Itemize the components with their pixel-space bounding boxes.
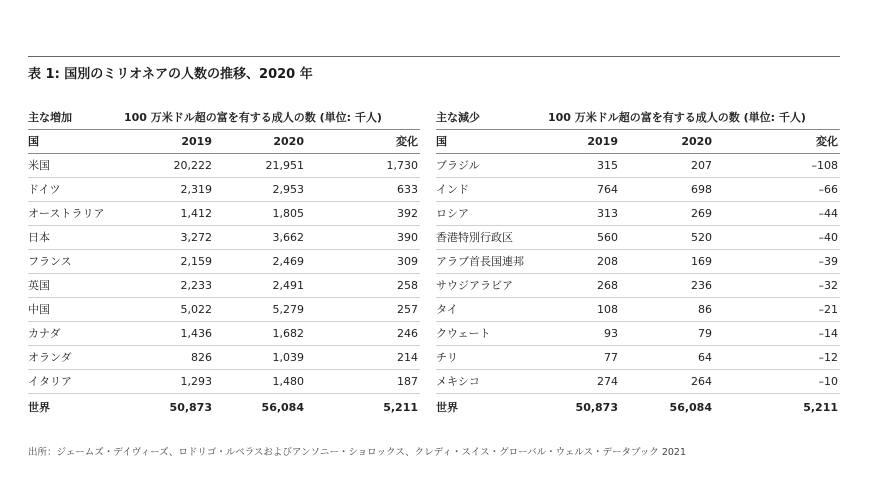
total-row — [436, 396, 840, 419]
table-row — [436, 346, 840, 370]
cell-2020: 2,953 — [272, 183, 304, 196]
cell-2020: 264 — [691, 375, 712, 388]
cell-country: 世界 — [436, 401, 458, 414]
cell-2020: 207 — [691, 159, 712, 172]
cell-change: 5,211 — [803, 401, 838, 414]
column-header-row — [28, 130, 420, 154]
table-row — [28, 298, 420, 322]
cell-change: –44 — [818, 207, 838, 220]
column-header-change: 変化 — [396, 135, 418, 148]
cell-country: 香港特別行政区 — [436, 231, 513, 244]
cell-country: 日本 — [28, 231, 50, 244]
cell-2019: 2,233 — [180, 279, 212, 292]
cell-2020: 1,682 — [272, 327, 304, 340]
cell-2020: 64 — [698, 351, 712, 364]
group-label: 主な増加 — [28, 111, 72, 124]
group-header-row — [436, 106, 840, 130]
group-header: 100 万米ドル超の富を有する成人の数 (単位: 千人) — [548, 111, 806, 124]
cell-country: 英国 — [28, 279, 50, 292]
table-decrease — [436, 106, 840, 419]
cell-2020: 2,491 — [272, 279, 304, 292]
cell-2019: 50,873 — [169, 401, 212, 414]
column-header-2019: 2019 — [587, 135, 618, 148]
cell-2019: 1,293 — [180, 375, 212, 388]
cell-change: –66 — [818, 183, 838, 196]
cell-change: 214 — [397, 351, 418, 364]
table-row — [436, 202, 840, 226]
cell-2020: 269 — [691, 207, 712, 220]
cell-country: イタリア — [28, 375, 72, 388]
cell-2020: 5,279 — [272, 303, 304, 316]
cell-2020: 1,805 — [272, 207, 304, 220]
table-increase — [28, 106, 420, 419]
cell-2020: 56,084 — [261, 401, 304, 414]
cell-country: サウジアラビア — [436, 279, 513, 292]
cell-2019: 20,222 — [173, 159, 212, 172]
cell-country: クウェート — [436, 327, 491, 340]
cell-change: –39 — [818, 255, 838, 268]
group-header: 100 万米ドル超の富を有する成人の数 (単位: 千人) — [124, 111, 382, 124]
cell-2020: 2,469 — [272, 255, 304, 268]
table-row — [436, 178, 840, 202]
cell-country: 米国 — [28, 159, 50, 172]
cell-country: タイ — [436, 303, 458, 316]
cell-2020: 56,084 — [669, 401, 712, 414]
table-row — [28, 274, 420, 298]
column-header-change: 変化 — [816, 135, 838, 148]
cell-2019: 764 — [597, 183, 618, 196]
table-row — [436, 298, 840, 322]
cell-change: 5,211 — [383, 401, 418, 414]
cell-country: 世界 — [28, 401, 50, 414]
top-rule — [28, 56, 840, 57]
cell-2020: 698 — [691, 183, 712, 196]
cell-2020: 1,480 — [272, 375, 304, 388]
table-row — [28, 322, 420, 346]
cell-change: 187 — [397, 375, 418, 388]
cell-2019: 108 — [597, 303, 618, 316]
cell-country: ドイツ — [28, 183, 61, 196]
table-row — [28, 226, 420, 250]
cell-country: チリ — [436, 351, 458, 364]
table-row — [28, 370, 420, 394]
cell-change: 258 — [397, 279, 418, 292]
cell-2020: 3,662 — [272, 231, 304, 244]
cell-country: メキシコ — [436, 375, 480, 388]
cell-2019: 1,436 — [180, 327, 212, 340]
column-header-row — [436, 130, 840, 154]
cell-2019: 2,159 — [180, 255, 212, 268]
cell-country: 中国 — [28, 303, 50, 316]
cell-2019: 5,022 — [180, 303, 212, 316]
column-header-2020: 2020 — [681, 135, 712, 148]
source-note: 出所：ジェームズ・デイヴィーズ、ロドリゴ・ルベラスおよびアンソニー・ショロックス、クレディ・スイス・グローバル・ウェルス・データブック 2021 — [28, 447, 686, 458]
cell-country: アラブ首長国連邦 — [436, 255, 524, 268]
cell-change: 390 — [397, 231, 418, 244]
table-row — [436, 274, 840, 298]
cell-2020: 169 — [691, 255, 712, 268]
table-row — [436, 250, 840, 274]
cell-country: ブラジル — [436, 159, 480, 172]
cell-country: ロシア — [436, 207, 469, 220]
cell-2020: 21,951 — [265, 159, 304, 172]
cell-change: –12 — [818, 351, 838, 364]
cell-2020: 1,039 — [272, 351, 304, 364]
cell-change: –21 — [818, 303, 838, 316]
cell-2019: 313 — [597, 207, 618, 220]
cell-2019: 826 — [191, 351, 212, 364]
cell-2019: 77 — [604, 351, 618, 364]
column-header-2020: 2020 — [273, 135, 304, 148]
group-label: 主な減少 — [436, 111, 480, 124]
cell-change: –14 — [818, 327, 838, 340]
column-header-country: 国 — [436, 135, 447, 148]
cell-2019: 315 — [597, 159, 618, 172]
cell-country: インド — [436, 183, 469, 196]
table-row — [436, 322, 840, 346]
cell-2019: 50,873 — [575, 401, 618, 414]
cell-2019: 3,272 — [180, 231, 212, 244]
cell-country: オーストラリア — [28, 207, 105, 220]
cell-country: カナダ — [28, 327, 61, 340]
cell-2020: 520 — [691, 231, 712, 244]
cell-2019: 268 — [597, 279, 618, 292]
cell-2020: 236 — [691, 279, 712, 292]
cell-2019: 560 — [597, 231, 618, 244]
table-row — [28, 202, 420, 226]
column-header-country: 国 — [28, 135, 39, 148]
table-row — [436, 226, 840, 250]
table-row — [28, 250, 420, 274]
cell-change: –10 — [818, 375, 838, 388]
table-title: 表 1: 国別のミリオネアの人数の推移、2020 年 — [28, 67, 313, 82]
cell-2019: 2,319 — [180, 183, 212, 196]
cell-2020: 86 — [698, 303, 712, 316]
table-row — [436, 370, 840, 394]
cell-2019: 93 — [604, 327, 618, 340]
cell-change: –40 — [818, 231, 838, 244]
group-header-row — [28, 106, 420, 130]
table-row — [436, 154, 840, 178]
table-row — [28, 154, 420, 178]
column-header-2019: 2019 — [181, 135, 212, 148]
cell-country: フランス — [28, 255, 72, 268]
cell-change: 257 — [397, 303, 418, 316]
table-row — [28, 346, 420, 370]
cell-change: –32 — [818, 279, 838, 292]
cell-country: オランダ — [28, 351, 72, 364]
cell-2020: 79 — [698, 327, 712, 340]
cell-2019: 1,412 — [180, 207, 212, 220]
table-row — [28, 178, 420, 202]
total-row — [28, 396, 420, 419]
cell-change: 246 — [397, 327, 418, 340]
cell-change: 392 — [397, 207, 418, 220]
cell-2019: 208 — [597, 255, 618, 268]
cell-change: –108 — [811, 159, 838, 172]
cell-change: 309 — [397, 255, 418, 268]
cell-change: 633 — [397, 183, 418, 196]
cell-change: 1,730 — [386, 159, 418, 172]
cell-2019: 274 — [597, 375, 618, 388]
